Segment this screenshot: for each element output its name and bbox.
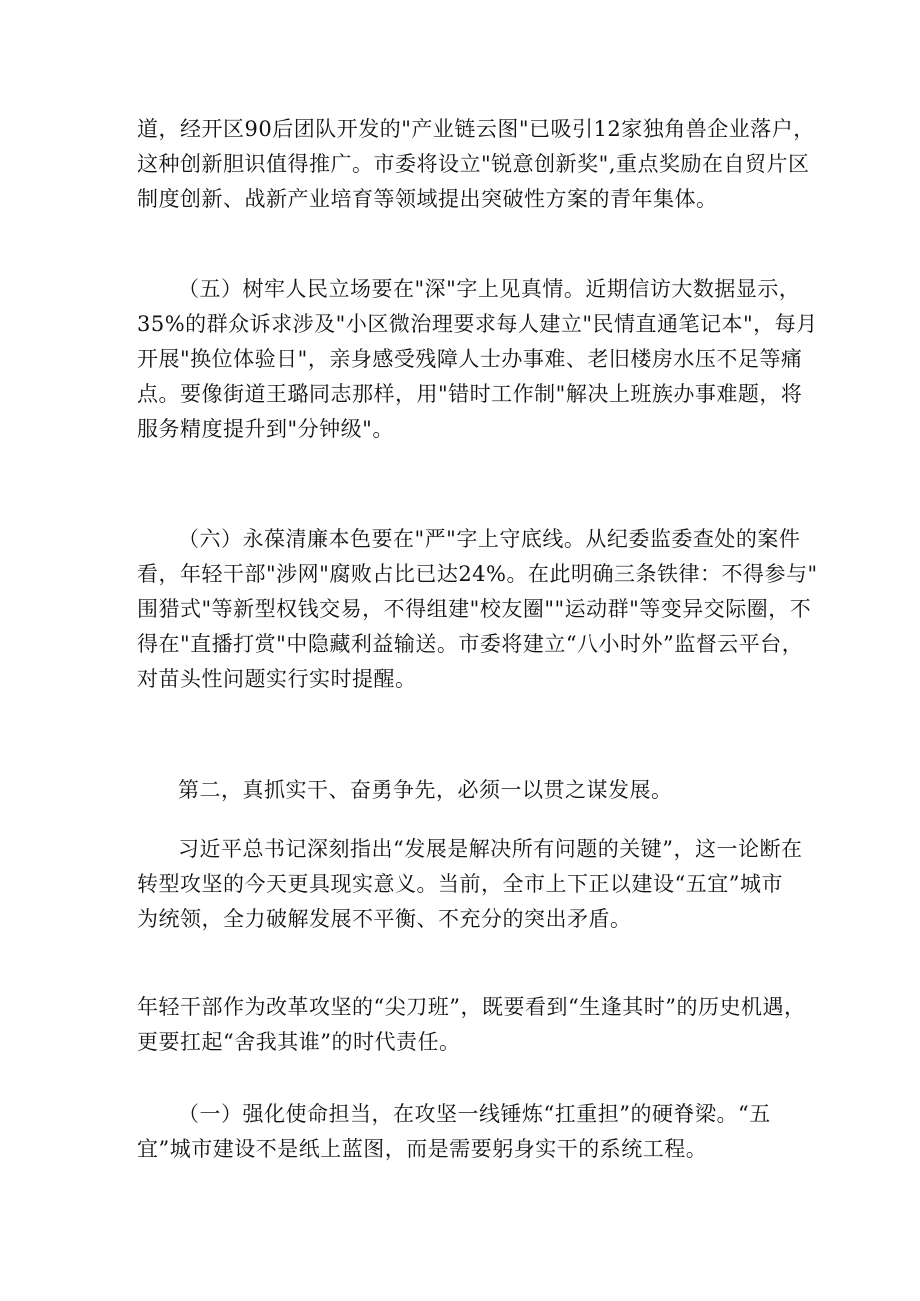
text-line: 围猎式"等新型权钱交易，不得组建"校友圈""运动群"等变异交际圈，不 — [137, 597, 812, 621]
text-line: （五）树牢人民立场要在"深"字上见真情。近期信访大数据显示， — [178, 277, 801, 301]
text-line: 这种创新胆识值得推广。市委将设立"锐意创新奖",重点奖励在自贸片区 — [137, 152, 810, 176]
text-line: （六）永葆清廉本色要在"严"字上守底线。从纪委监委查处的案件 — [178, 527, 801, 551]
text-line: （一）强化使命担当，在攻坚一线锤炼“扛重担”的硬脊梁。“五 — [178, 1102, 771, 1126]
text-line: 转型攻坚的今天更具现实意义。当前，全市上下正以建设“五宜”城市 — [137, 872, 783, 896]
paragraph-innovation-award — [0, 112, 920, 217]
text-line: 35%的群众诉求涉及"小区微治理要求每人建立"民情直通笔记本"，每月 — [137, 312, 818, 336]
text-line: 对苗头性问题实行实时提醒。 — [137, 667, 417, 691]
text-line: 更要扛起“舍我其谁”的时代责任。 — [137, 1030, 461, 1054]
text-line: 第二，真抓实干、奋勇争先，必须一以贯之谋发展。 — [178, 778, 673, 802]
text-line: 看，年轻干部"涉网"腐败占比已达24%。在此明确三条铁律：不得参与" — [137, 562, 818, 586]
paragraph-mission — [0, 1097, 920, 1167]
text-line: 开展"换位体验日"，亲身感受残障人士办事难、老旧楼房水压不足等痛 — [137, 347, 803, 371]
paragraph-development — [0, 832, 920, 937]
text-line: 制度创新、战新产业培育等领域提出突破性方案的青年集体。 — [137, 187, 718, 211]
text-line: 得在"直播打赏"中隐藏利益输送。市委将建立“八小时外”监督云平台， — [137, 632, 804, 656]
paragraph-integrity — [0, 522, 920, 697]
text-line: 道，经开区90后团队开发的"产业链云图"已吸引12家独角兽企业落户， — [137, 117, 815, 141]
paragraph-people-stance — [0, 272, 920, 447]
paragraph-young-cadres — [0, 990, 920, 1060]
text-line: 宜”城市建设不是纸上蓝图，而是需要躬身实干的系统工程。 — [137, 1137, 708, 1161]
text-line: 点。要像街道王璐同志那样，用"错时工作制"解决上班族办事难题，将 — [137, 382, 803, 406]
section-heading-second — [0, 773, 920, 808]
text-line: 年轻干部作为改革攻坚的“尖刀班”，既要看到“生逢其时”的历史机遇， — [137, 995, 806, 1019]
text-line: 习近平总书记深刻指出“发展是解决所有问题的关键”，这一论断在 — [178, 837, 803, 861]
text-line: 服务精度提升到"分钟级"。 — [137, 417, 394, 441]
text-line: 为统领，全力破解发展不平衡、不充分的突出矛盾。 — [137, 907, 632, 931]
